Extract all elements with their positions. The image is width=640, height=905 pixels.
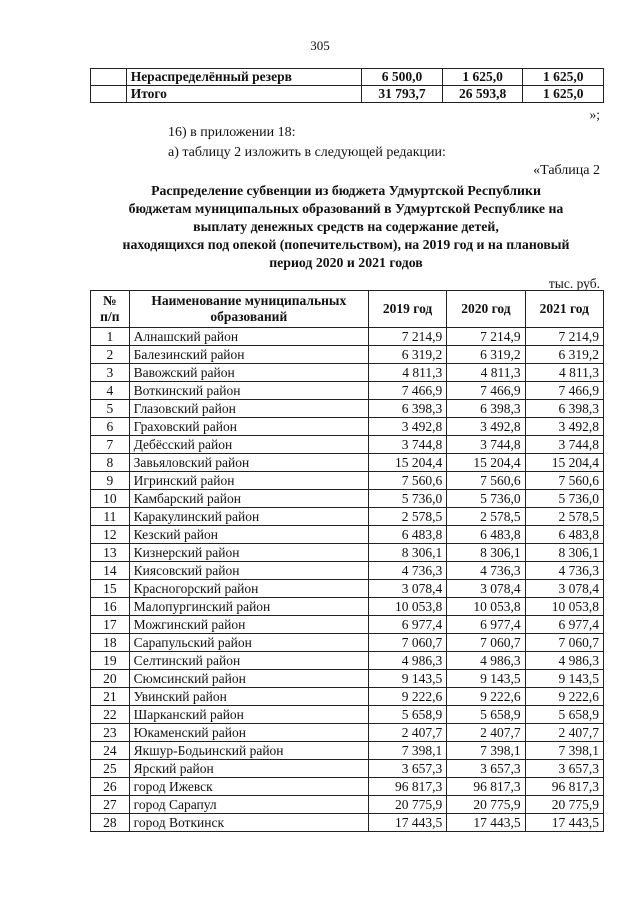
value-2020: 26 593,8 <box>442 86 523 103</box>
row-name: Кезский район <box>129 526 368 544</box>
row-number: 9 <box>91 472 130 490</box>
row-name: Кизнерский район <box>129 544 368 562</box>
header-name <box>129 291 368 328</box>
row-name: Красногорский район <box>129 580 368 598</box>
value-2021: 7 560,6 <box>525 472 603 490</box>
row-number: 26 <box>91 778 130 796</box>
row-name: Киясовский район <box>129 562 368 580</box>
row-name: Малопургинский район <box>129 598 368 616</box>
value-2019: 4 986,3 <box>368 652 446 670</box>
value-2021: 6 319,2 <box>525 346 603 364</box>
value-2020: 5 658,9 <box>447 706 525 724</box>
row-number: 22 <box>91 706 130 724</box>
value-2021: 7 398,1 <box>525 742 603 760</box>
value-2021: 3 078,4 <box>525 580 603 598</box>
row-name: Камбарский район <box>129 490 368 508</box>
blank-cell <box>91 86 127 103</box>
header-2019: 2019 год <box>368 291 446 328</box>
row-number: 2 <box>91 346 130 364</box>
value-2019: 8 306,1 <box>368 544 446 562</box>
value-2019: 3 492,8 <box>368 418 446 436</box>
row-name: Якшур-Бодьинский район <box>129 742 368 760</box>
blank-cell <box>91 69 127 86</box>
value-2019: 17 443,5 <box>368 814 446 832</box>
table-row <box>91 580 604 598</box>
value-2021: 15 204,4 <box>525 454 603 472</box>
row-name: город Ижевск <box>129 778 368 796</box>
row-number: 27 <box>91 796 130 814</box>
value-2019: 3 657,3 <box>368 760 446 778</box>
table-row <box>91 544 604 562</box>
value-2020: 3 657,3 <box>447 760 525 778</box>
row-name: Граховский район <box>129 418 368 436</box>
value-2019: 6 398,3 <box>368 400 446 418</box>
table-row <box>91 760 604 778</box>
heading-line: период 2020 и 2021 годов <box>269 255 423 270</box>
row-name: Ярский район <box>129 760 368 778</box>
value-2021: 7 466,9 <box>525 382 603 400</box>
value-2019: 7 214,9 <box>368 328 446 346</box>
row-name: Глазовский район <box>129 400 368 418</box>
header-text: № <box>103 293 117 308</box>
value-2020: 9 143,5 <box>447 670 525 688</box>
closing-quote: »; <box>589 107 600 122</box>
table-row <box>91 796 604 814</box>
table-row <box>91 724 604 742</box>
value-2020: 96 817,3 <box>447 778 525 796</box>
value-2020: 10 053,8 <box>447 598 525 616</box>
row-number: 10 <box>91 490 130 508</box>
table-row <box>91 688 604 706</box>
value-2021: 17 443,5 <box>525 814 603 832</box>
table-row <box>91 454 604 472</box>
amendment-point: 16) в приложении 18: <box>168 125 296 140</box>
header-number <box>91 291 130 328</box>
value-2020: 17 443,5 <box>447 814 525 832</box>
row-name: Алнашский район <box>129 328 368 346</box>
table-label: «Таблица 2 <box>533 163 600 178</box>
value-2021: 6 977,4 <box>525 616 603 634</box>
table-row <box>91 508 604 526</box>
heading-line: бюджетам муниципальных образований в Удмуртской Республике на <box>128 201 564 216</box>
row-name: Балезинский район <box>129 346 368 364</box>
value-2021: 10 053,8 <box>525 598 603 616</box>
value-2021: 20 775,9 <box>525 796 603 814</box>
value-2020: 1 625,0 <box>442 69 523 86</box>
row-number: 15 <box>91 580 130 598</box>
value-2019: 2 578,5 <box>368 508 446 526</box>
header-2021: 2021 год <box>525 291 603 328</box>
row-number: 25 <box>91 760 130 778</box>
value-2019: 7 060,7 <box>368 634 446 652</box>
row-name: город Сарапул <box>129 796 368 814</box>
value-2021: 3 657,3 <box>525 760 603 778</box>
value-2019: 5 736,0 <box>368 490 446 508</box>
value-2020: 4 986,3 <box>447 652 525 670</box>
table-row <box>91 652 604 670</box>
page-number: 305 <box>310 38 330 53</box>
row-number: 13 <box>91 544 130 562</box>
value-2021: 7 060,7 <box>525 634 603 652</box>
value-2020: 2 407,7 <box>447 724 525 742</box>
row-number: 4 <box>91 382 130 400</box>
value-2019: 6 319,2 <box>368 346 446 364</box>
value-2019: 96 817,3 <box>368 778 446 796</box>
table-row <box>91 328 604 346</box>
table-row <box>91 526 604 544</box>
row-name: Увинский район <box>129 688 368 706</box>
table-row <box>91 364 604 382</box>
value-2021: 4 986,3 <box>525 652 603 670</box>
table-row <box>91 742 604 760</box>
table-row <box>91 400 604 418</box>
row-name: Юкаменский район <box>129 724 368 742</box>
value-2019: 5 658,9 <box>368 706 446 724</box>
table-row <box>91 472 604 490</box>
table-row <box>91 436 604 454</box>
unit-label: тыс. руб. <box>548 276 600 291</box>
row-number: 16 <box>91 598 130 616</box>
value-2021: 3 492,8 <box>525 418 603 436</box>
row-name: Каракулинский район <box>129 508 368 526</box>
row-name: Воткинский район <box>129 382 368 400</box>
value-2021: 2 578,5 <box>525 508 603 526</box>
value-2020: 7 214,9 <box>447 328 525 346</box>
value-2020: 4 736,3 <box>447 562 525 580</box>
value-2019: 3 078,4 <box>368 580 446 598</box>
row-name: Игринский район <box>129 472 368 490</box>
value-2019: 9 143,5 <box>368 670 446 688</box>
table-heading <box>90 182 602 272</box>
value-2020: 6 483,8 <box>447 526 525 544</box>
row-name: Дебёсский район <box>129 436 368 454</box>
value-2019: 10 053,8 <box>368 598 446 616</box>
value-2019: 31 793,7 <box>362 86 443 103</box>
header-text: п/п <box>100 309 120 324</box>
value-2020: 3 492,8 <box>447 418 525 436</box>
value-2020: 7 398,1 <box>447 742 525 760</box>
value-2021: 9 222,6 <box>525 688 603 706</box>
row-number: 7 <box>91 436 130 454</box>
table-row <box>91 670 604 688</box>
table-row <box>91 616 604 634</box>
table-row <box>91 562 604 580</box>
table-body <box>91 328 604 832</box>
value-2021: 5 658,9 <box>525 706 603 724</box>
row-number: 21 <box>91 688 130 706</box>
value-2021: 3 744,8 <box>525 436 603 454</box>
value-2021: 1 625,0 <box>523 86 604 103</box>
value-2019: 4 811,3 <box>368 364 446 382</box>
value-2019: 9 222,6 <box>368 688 446 706</box>
value-2019: 7 398,1 <box>368 742 446 760</box>
row-number: 18 <box>91 634 130 652</box>
table-row <box>91 69 604 86</box>
table-row <box>91 634 604 652</box>
row-number: 28 <box>91 814 130 832</box>
value-2019: 6 483,8 <box>368 526 446 544</box>
heading-line: Распределение субвенции из бюджета Удмуртской Республики <box>151 183 541 198</box>
subvention-table <box>90 290 604 832</box>
heading-line: выплату денежных средств на содержание детей, <box>193 219 499 234</box>
value-2020: 7 466,9 <box>447 382 525 400</box>
value-2019: 6 977,4 <box>368 616 446 634</box>
row-name: Селтинский район <box>129 652 368 670</box>
value-2020: 6 398,3 <box>447 400 525 418</box>
table-row <box>91 86 604 103</box>
row-number: 8 <box>91 454 130 472</box>
value-2019: 15 204,4 <box>368 454 446 472</box>
row-name: Можгинский район <box>129 616 368 634</box>
value-2021: 7 214,9 <box>525 328 603 346</box>
value-2021: 2 407,7 <box>525 724 603 742</box>
row-number: 20 <box>91 670 130 688</box>
row-number: 3 <box>91 364 130 382</box>
value-2019: 2 407,7 <box>368 724 446 742</box>
row-name: Вавожский район <box>129 364 368 382</box>
table-row <box>91 598 604 616</box>
amendment-subpoint: а) таблицу 2 изложить в следующей редакции: <box>168 145 446 160</box>
value-2020: 2 578,5 <box>447 508 525 526</box>
row-number: 17 <box>91 616 130 634</box>
table-row <box>91 418 604 436</box>
value-2020: 3 078,4 <box>447 580 525 598</box>
table-row <box>91 706 604 724</box>
header-text: Наименование муниципальных <box>151 293 347 308</box>
value-2019: 20 775,9 <box>368 796 446 814</box>
row-number: 12 <box>91 526 130 544</box>
value-2020: 7 560,6 <box>447 472 525 490</box>
row-number: 23 <box>91 724 130 742</box>
row-number: 1 <box>91 328 130 346</box>
row-name: Сарапульский район <box>129 634 368 652</box>
header-row <box>91 291 604 328</box>
value-2021: 8 306,1 <box>525 544 603 562</box>
value-2021: 9 143,5 <box>525 670 603 688</box>
table-row <box>91 382 604 400</box>
row-number: 14 <box>91 562 130 580</box>
previous-table-tail <box>90 68 604 103</box>
row-number: 5 <box>91 400 130 418</box>
row-number: 19 <box>91 652 130 670</box>
value-2020: 9 222,6 <box>447 688 525 706</box>
value-2021: 6 483,8 <box>525 526 603 544</box>
value-2020: 6 319,2 <box>447 346 525 364</box>
value-2020: 5 736,0 <box>447 490 525 508</box>
row-name: Нераспределённый резерв <box>126 69 362 86</box>
heading-line: находящихся под опекой (попечительством), на 2019 год и на плановый <box>122 237 570 252</box>
value-2021: 6 398,3 <box>525 400 603 418</box>
row-number: 24 <box>91 742 130 760</box>
row-name: город Воткинск <box>129 814 368 832</box>
value-2019: 4 736,3 <box>368 562 446 580</box>
table-row <box>91 490 604 508</box>
value-2019: 7 560,6 <box>368 472 446 490</box>
value-2020: 3 744,8 <box>447 436 525 454</box>
row-name: Итого <box>126 86 362 103</box>
value-2020: 15 204,4 <box>447 454 525 472</box>
row-number: 6 <box>91 418 130 436</box>
header-text: образований <box>210 309 288 324</box>
row-name: Завьяловский район <box>129 454 368 472</box>
value-2019: 7 466,9 <box>368 382 446 400</box>
value-2019: 3 744,8 <box>368 436 446 454</box>
header-2020: 2020 год <box>447 291 525 328</box>
value-2020: 6 977,4 <box>447 616 525 634</box>
value-2021: 4 736,3 <box>525 562 603 580</box>
table-row <box>91 778 604 796</box>
value-2021: 5 736,0 <box>525 490 603 508</box>
row-name: Сюмсинский район <box>129 670 368 688</box>
table-row <box>91 346 604 364</box>
value-2021: 96 817,3 <box>525 778 603 796</box>
value-2020: 7 060,7 <box>447 634 525 652</box>
value-2020: 8 306,1 <box>447 544 525 562</box>
value-2019: 6 500,0 <box>362 69 443 86</box>
value-2020: 20 775,9 <box>447 796 525 814</box>
row-number: 11 <box>91 508 130 526</box>
value-2021: 4 811,3 <box>525 364 603 382</box>
row-name: Шарканский район <box>129 706 368 724</box>
value-2021: 1 625,0 <box>523 69 604 86</box>
value-2020: 4 811,3 <box>447 364 525 382</box>
table-row <box>91 814 604 832</box>
